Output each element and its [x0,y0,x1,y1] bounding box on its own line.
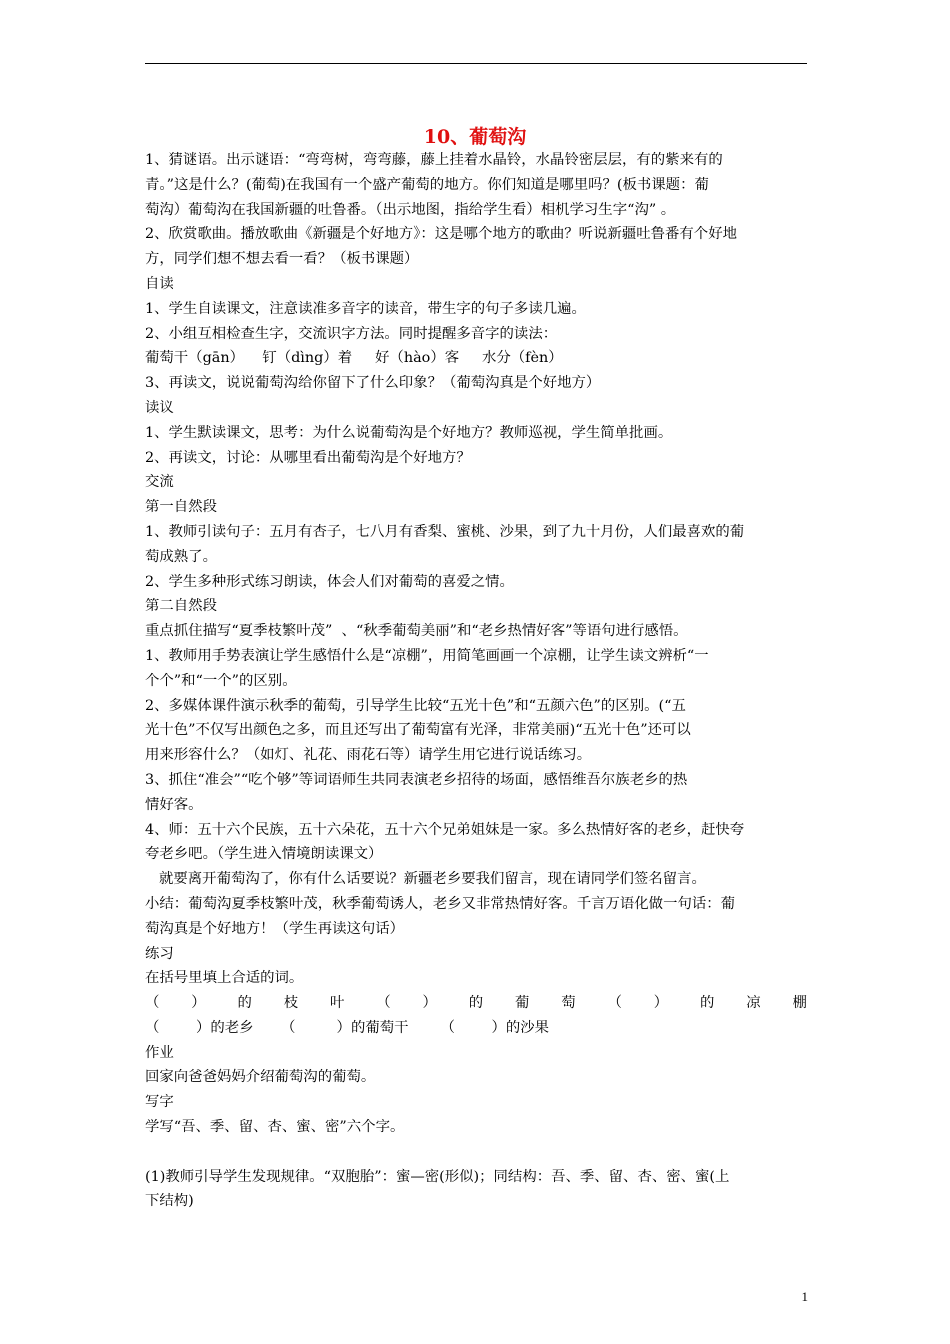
text-line: 萄沟真是个好地方！（学生再读这句话） [145,920,405,937]
text-line: 2、欣赏歌曲。播放歌曲《新疆是个好地方》：这是哪个地方的歌曲？听说新疆吐鲁番有个好地 [145,226,737,243]
fill-token: 的 [468,995,484,1012]
text-line: 回家向爸爸妈妈介绍葡萄沟的葡萄。 [145,1069,376,1086]
section-heading: 自读 [145,275,174,292]
fill-in-row-2: （ ）的老乡 （ ）的葡萄干 （ ）的沙果 [145,1019,550,1036]
section-heading: 第二自然段 [145,598,217,615]
text-line: 就要离开葡萄沟了，你有什么话要说？新疆老乡要我们留言，现在请同学们签名留言。 [159,871,706,888]
text-line: 3、再读文，说说葡萄沟给你留下了什么印象？（葡萄沟真是个好地方） [145,375,601,392]
fill-token: （ [376,995,391,1012]
fill-token: （ [607,995,622,1012]
section-heading: 交流 [145,474,174,491]
spacer [145,1140,810,1165]
section-heading: 读议 [145,399,174,416]
fill-token: ） [191,995,206,1012]
text-line: (1)教师引导学生发现规律。“双胞胎”：蜜—密(形似)；同结构：吾、季、留、杏、密、蜜(上 [145,1168,730,1185]
fill-in-row-1 [145,991,807,1016]
fill-token: （ [145,995,160,1012]
fill-token: 凉 [746,995,761,1012]
text-line: 夸老乡吧。（学生进入情境朗读课文） [145,846,383,863]
text-line: 重点抓住描写“夏季枝繁叶茂” 、“秋季葡萄美丽”和“老乡热情好客”等语句进行感悟。 [145,623,688,640]
text-line: 在括号里填上合适的词。 [145,970,304,987]
section-heading: 写字 [145,1094,174,1111]
text-line: 学写“吾、季、留、杏、蜜、密”六个字。 [145,1119,405,1136]
header-rule [145,63,807,64]
fill-token: 的 [237,995,252,1012]
section-heading: 第一自然段 [145,499,217,516]
fill-token: 叶 [330,995,345,1012]
text-line: 4、师：五十六个民族，五十六朵花，五十六个兄弟姐妹是一家。多么热情好客的老乡，赶快夸 [145,821,745,838]
fill-token: 萄 [561,995,576,1012]
text-line: 方，同学们想不想去看一看？（板书课题） [145,251,419,268]
text-line: 下结构) [145,1193,194,1210]
fill-token: 的 [700,995,715,1012]
text-line: 青。”这是什么？(葡萄)在我国有一个盛产葡萄的地方。你们知道是哪里吗？(板书课题：葡 [145,176,709,193]
text-line: 2、小组互相检查生字，交流识字方法。同时提醒多音字的读法： [145,325,558,342]
text-line: 情好客。 [145,796,203,813]
text-line: 1、学生自读课文，注意读准多音字的读音，带生字的句子多读几遍。 [145,300,586,317]
text-line: 萄沟）葡萄沟在我国新疆的吐鲁番。（出示地图，指给学生看）相机学习生字“沟” 。 [145,201,676,218]
document-body [145,148,810,1214]
text-line: 3、抓住“准会”“吃个够”等词语师生共同表演老乡招待的场面，感悟维吾尔族老乡的热 [145,771,688,788]
text-line: 光十色”不仅写出颜色之多，而且还写出了葡萄富有光泽，非常美丽)“五光十色”还可以 [145,722,691,739]
section-heading: 练习 [145,945,174,962]
page-number: 1 [801,1289,808,1304]
fill-token: 棚 [792,995,807,1012]
text-line: 2、再读文，讨论：从哪里看出葡萄沟是个好地方？ [145,449,471,466]
text-line: 2、多媒体课件演示秋季的葡萄，引导学生比较“五光十色”和“五颜六色”的区别。(“五 [145,697,686,714]
text-line: 2、学生多种形式练习朗读，体会人们对葡萄的喜爱之情。 [145,573,514,590]
fill-token: 葡 [515,995,530,1012]
text-line: 个个”和“一个”的区别。 [145,672,297,689]
fill-token: ） [653,995,669,1012]
fill-token: 枝 [283,995,299,1012]
text-line: 1、教师用手势表演让学生感悟什么是“凉棚”，用简笔画画一个凉棚，让学生读文辨析“一 [145,647,709,664]
text-line: 用来形容什么？（如灯、礼花、雨花石等）请学生用它进行说话练习。 [145,747,592,764]
text-line: 1、猜谜语。出示谜语：“弯弯树，弯弯藤，藤上挂着水晶铃，水晶铃密层层，有的紫来有的 [145,152,723,168]
text-line: 萄成熟了。 [145,548,217,565]
text-line: 1、教师引读句子：五月有杏子，七八月有香梨、蜜桃、沙果，到了九十月份，人们最喜欢的葡 [145,523,745,540]
text-line: 1、学生默读课文，思考：为什么说葡萄沟是个好地方？教师巡视，学生简单批画。 [145,424,673,441]
section-heading: 作业 [145,1044,174,1061]
page-title: 10、葡萄沟 [423,126,527,148]
pinyin-line: 葡萄干（gān） 钉（dìng）着 好（hào）客 水分（fèn） [145,350,563,367]
fill-token: ） [422,995,437,1012]
text-line: 小结：葡萄沟夏季枝繁叶茂，秋季葡萄诱人，老乡又非常热情好客。千言万语化做一句话：葡 [145,895,736,912]
